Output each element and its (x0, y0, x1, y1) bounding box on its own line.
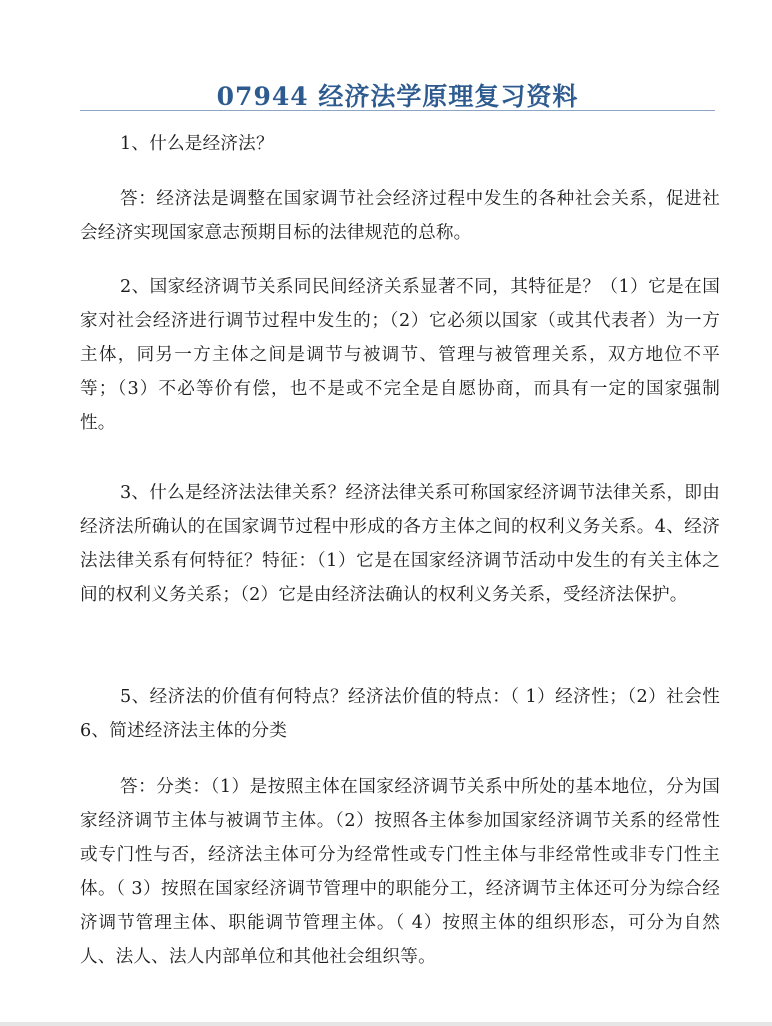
page-bottom-edge (0, 1022, 772, 1026)
question-1: 1、什么是经济法？ (120, 134, 274, 154)
document-title: 07944 经济法学原理复习资料 (216, 81, 579, 111)
question-2-answer: 2、国家经济调节关系同民间经济关系显著不同，其特征是？（1）它是在国家对社会经济进行调节过程中发生的；（2）它必须以国家（或其代表者）为一方主体，同另一方主体之间是调节与被调节、管理与被管理关系，双方地位不平等；（3）不必等价有偿，也不是或不完全是自愿协商，而具有一定的国家强制性。 (80, 277, 720, 433)
title-underline (80, 110, 715, 111)
question-5-6: 5、经济法的价值有何特点？经济法价值的特点：（ 1）经济性；（2）社会性 6、简述经济法主体的分类 (80, 687, 720, 741)
answer-1: 答：经济法是调整在国家调节社会经济过程中发生的各种社会关系，促进社会经济实现国家意志预期目标的法律规范的总称。 (80, 189, 720, 243)
question-3-4-answer: 3、什么是经济法法律关系？经济法律关系可称国家经济调节法律关系，即由经济法所确认的在国家调节过程中形成的各方主体之间的权利义务关系。4、经济法法律关系有何特征？特征：（1）它是在国家经济调节活动中发生的有关主体之间的权利义务关系；（2）它是由经济法确认的权利义务关系，受经济法保护。 (80, 483, 720, 605)
answer-6: 答：分类：（1）是按照主体在国家经济调节关系中所处的基本地位，分为国家经济调节主体与被调节主体。（2）按照各主体参加国家经济调节关系的经常性或专门性与否，经济法主体可分为经常性或专门性主体与非经常性或非专门性主体。（ 3）按照在国家经济调节管理中的职能分工，经济调节主体还可分为综合经济调节管理主体、职能调节管理主体。（ 4）按照主体的组织形态，可分为自然人、法人、法人内部单位和其他社会组织等。 (80, 777, 720, 967)
